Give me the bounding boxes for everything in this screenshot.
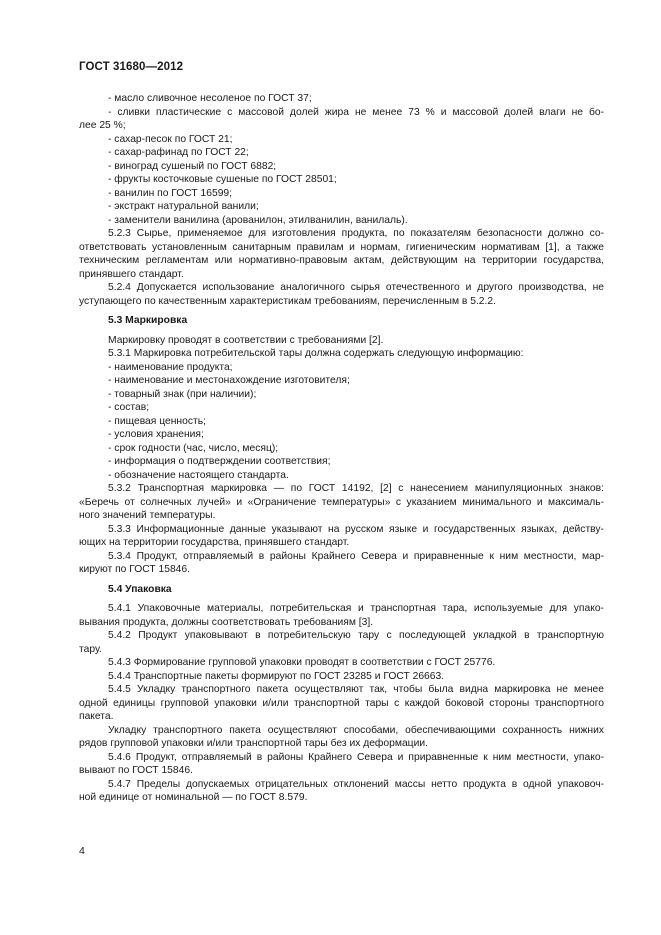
paragraph-line: 5.4.3 Формирование групповой упаковки проводят в соответствии с ГОСТ 25776. [108,657,496,668]
paragraph-line: уступающего по качественным характеристикам требованиям, перечисленным в 5.2.2. [79,295,496,307]
list-item: - состав; [108,402,150,413]
list-item: - ванилин по ГОСТ 16599; [108,187,233,199]
paragraph-line: 5.4.2 Продукт упаковывают в потребительскую тару с последующей укладкой в транспортную [108,630,604,641]
text-line: лее 25 %; [79,120,126,131]
section-heading-marking: 5.3 Маркировка [108,315,188,326]
list-item: - наименование продукта; [108,361,233,373]
paragraph-line: пакета. [79,711,114,722]
paragraph-line: принявшего стандарт. [79,268,184,280]
paragraph-line: ной единице от номинальной — по ГОСТ 8.579. [79,792,308,803]
list-item: - срок годности (час, число, месяц); [108,442,279,454]
paragraph-line: ответствовать установленным санитарным правилам и нормам, гигиеническим нормативам [1], а также [79,241,604,253]
paragraph-line: ного значений температуры. [79,510,216,521]
list-item: - пищевая ценность; [108,415,206,427]
paragraph-line: ющих на территории государства, принявшего стандарт. [79,537,350,548]
paragraph-line: техническим регламентам или нормативно-правовым актам, действующим на территории государства, [79,255,604,266]
list-item: - сахар-рафинад по ГОСТ 22; [108,147,249,158]
paragraph-line: вывания продукта, должны соответствовать требованиям [3]. [79,616,374,628]
paragraph-line: 5.3.4 Продукт, отправляемый в районы Крайнего Севера и приравненные к ним местности, мар- [108,550,604,562]
paragraph-line: Укладку транспортного пакета осуществляют способами, обеспечивающими сохранность нижних [108,724,604,736]
document-body [79,92,604,805]
paragraph-line: 5.2.4 Допускается использование аналогичного сырья отечественного и другого производства, не [108,282,604,293]
paragraph-line: вывают по ГОСТ 15846. [79,765,193,776]
list-item: - условия хранения; [108,429,204,440]
paragraph-line: 5.4.5 Укладку транспортного пакета осуществляют так, чтобы была видна маркировка не менее [108,684,604,695]
list-item: - наименование и местонахождение изготовителя; [108,375,350,386]
paragraph-line: 5.4.1 Упаковочные материалы, потребительская и транспортная тара, используемые для упако- [108,603,604,614]
paragraph-line: кируют по ГОСТ 15846. [79,564,190,575]
list-item: - экстракт натуральной ванили; [108,201,259,212]
paragraph-line: «Беречь от солнечных лучей» и «Ограничение температуры» с указанием минимального и максималь- [79,496,604,508]
list-item: - заменители ванилина (арованилон, этилванилин, ванилаль). [108,214,408,226]
list-item: - масло сливочное несоленое по ГОСТ 37; [108,93,312,104]
list-item: - информация о подтверждении соответствия; [108,456,331,467]
page-number: 4 [79,845,85,857]
list-item: - фрукты косточковые сушеные по ГОСТ 28501; [108,174,337,185]
document-header: ГОСТ 31680—2012 [79,61,184,73]
section-heading-packaging: 5.4 Упаковка [108,583,172,595]
paragraph-line: рядов групповой упаковки и/или транспортной тары без их деформации. [79,738,428,749]
paragraph-line: 5.3.1 Маркировка потребительской тары должна содержать следующую информацию: [108,348,524,359]
list-item: - товарный знак (при наличии); [108,388,257,400]
list-item: - обозначение настоящего стандарта. [108,469,289,481]
paragraph-line: 5.3.2 Транспортная маркировка — по ГОСТ 14192, [2] с нанесением манипуляционных знаков: [108,483,604,494]
paragraph-line: 5.3.3 Информационные данные указывают на русском языке и государственных языках, действу- [108,523,604,535]
list-item: - сливки пластические с массовой долей жира не менее 73 % и массовой долей влаги не бо- [108,106,604,118]
paragraph-line: 5.4.4 Транспортные пакеты формируют по ГОСТ 23285 и ГОСТ 26663. [108,670,445,682]
paragraph-line: 5.4.6 Продукт, отправляемый в районы Крайнего Севера и приравненные к ним местности, упако- [108,751,604,763]
paragraph-line: 5.2.3 Сырье, применяемое для изготовления продукта, по показателям безопасности должно со- [108,228,604,239]
list-item: - сахар-песок по ГОСТ 21; [108,133,233,145]
paragraph-line: тару. [79,643,102,655]
paragraph-line: 5.4.7 Пределы допускаемых отрицательных отклонений массы нетто продукта в одной упаковоч- [108,778,604,790]
paragraph-line: одной единицы групповой упаковки и/или транспортной тары с каждой боковой стороны транспортного [79,697,604,709]
list-item: - виноград сушеный по ГОСТ 6882; [108,160,277,172]
paragraph-line: Маркировку проводят в соответствии с требованиями [2]. [108,334,384,346]
